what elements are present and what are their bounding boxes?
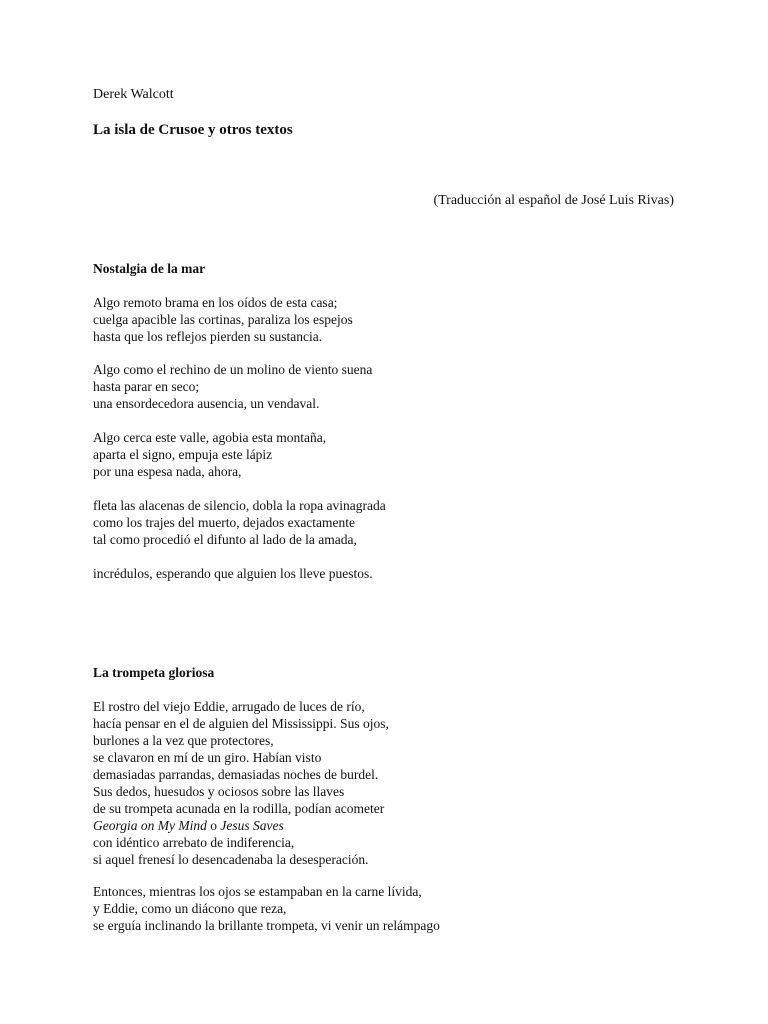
poem-line: Algo cerca este valle, agobia esta montaña,: [93, 430, 327, 445]
author-name: Derek Walcott: [93, 87, 174, 102]
poem-line: con idéntico arrebato de indiferencia,: [93, 835, 295, 850]
connector-text: o: [206, 818, 221, 833]
poem-line: tal como procedió el difunto al lado de la amada,: [93, 532, 357, 547]
stanza: [93, 883, 440, 934]
poem-line: Sus dedos, huesudos y ociosos sobre las llaves: [93, 784, 345, 799]
poem-line: Algo como el rechino de un molino de viento suena: [93, 362, 373, 377]
poem-line: se erguía inclinando la brillante trompeta, vi venir un relámpago: [93, 918, 440, 933]
poem-line: por una espesa nada, ahora,: [93, 464, 242, 479]
poem-line: hasta parar en seco;: [93, 379, 200, 394]
song-title: Georgia on My Mind: [93, 818, 207, 833]
stanza: [93, 361, 372, 412]
poem-title-trompeta: La trompeta gloriosa: [93, 665, 215, 680]
poem-line: fleta las alacenas de silencio, dobla la ropa avinagrada: [93, 498, 386, 513]
song-title: Jesus Saves: [220, 818, 284, 833]
poem-line: se clavaron en mí de un giro. Habían visto: [93, 750, 322, 765]
poem-line: demasiadas parrandas, demasiadas noches de burdel.: [93, 767, 379, 782]
poem-line: Entonces, mientras los ojos se estampaban en la carne lívida,: [93, 884, 422, 899]
stanza: [93, 294, 353, 345]
poem-line: una ensordecedora ausencia, un vendaval.: [93, 396, 320, 411]
translator-note: (Traducción al español de José Luis Rivas): [433, 193, 674, 208]
poem-title-nostalgia: Nostalgia de la mar: [93, 261, 206, 276]
poem-line: burlones a la vez que protectores,: [93, 733, 274, 748]
poem-line: hasta que los reflejos pierden su sustancia.: [93, 329, 323, 344]
poem-line: hacía pensar en el de alguien del Mississippi. Sus ojos,: [93, 716, 389, 731]
poem-line: de su trompeta acunada en la rodilla, podían acometer: [93, 801, 385, 816]
poem-line: incrédulos, esperando que alguien los lleve puestos.: [93, 566, 373, 581]
poem-line: si aquel frenesí lo desencadenaba la desesperación.: [93, 852, 369, 867]
poem-line: aparta el signo, empuja este lápiz: [93, 447, 273, 462]
poem-line: como los trajes del muerto, dejados exactamente: [93, 515, 356, 530]
poem-line: y Eddie, como un diácono que reza,: [93, 901, 287, 916]
poem-line-song-titles: [93, 817, 389, 834]
book-title: La isla de Crusoe y otros textos: [93, 122, 293, 138]
stanza: [93, 497, 386, 548]
poem-line: Algo remoto brama en los oídos de esta casa;: [93, 295, 338, 310]
poem-line: cuelga apacible las cortinas, paraliza los espejos: [93, 312, 353, 327]
stanza: [93, 698, 389, 868]
stanza: [93, 565, 373, 582]
poem-line: El rostro del viejo Eddie, arrugado de luces de río,: [93, 699, 365, 714]
stanza: [93, 429, 326, 480]
